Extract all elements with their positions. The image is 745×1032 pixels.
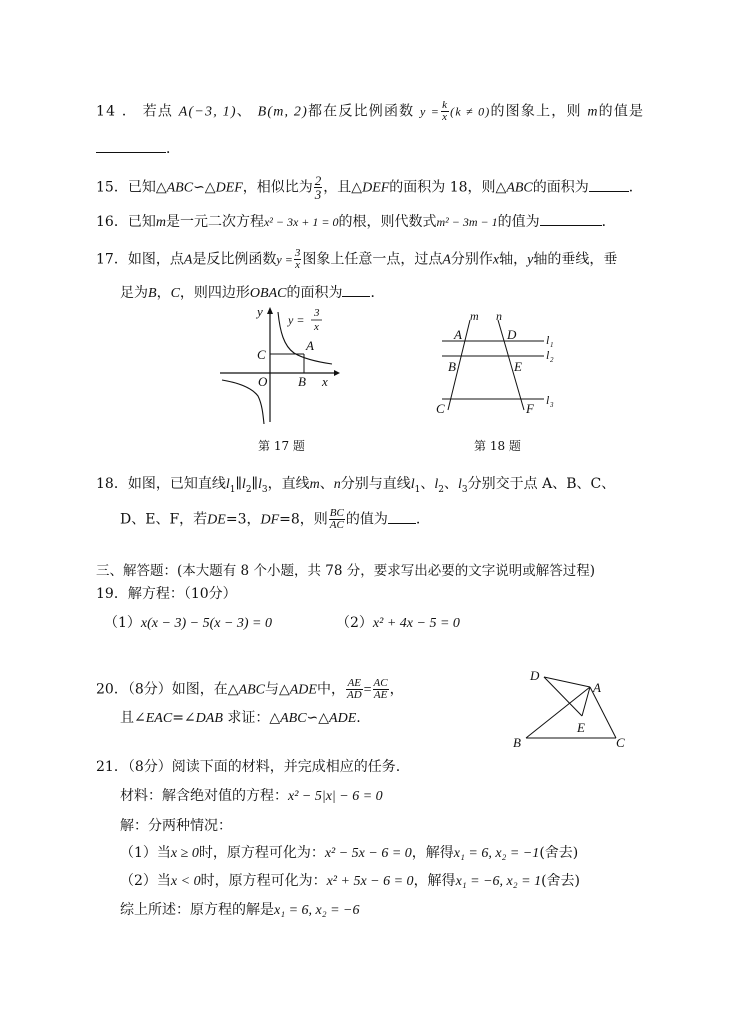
question-15: 15．已知△ABC∽△DEF，相似比为 $\frac{2}{3}$ ，且△DEF的面积为 18，则△ABC的面积为 ． — [96, 173, 643, 202]
point-a: A(−3, 1) — [178, 104, 237, 120]
q21-case-1: （1）当x ≥ 0时，原方程可化为：x² − 5x − 6 = 0，解得x₁ = 6, x₂ = −1(舍去) — [120, 845, 579, 861]
question-19-part-2: （2）x² + 4x − 5 = 0 — [336, 615, 460, 631]
label-l1: l — [546, 333, 550, 347]
label-b: B — [298, 374, 306, 389]
label-a: A — [454, 327, 462, 342]
fraction-2-3: $\frac{2}{3}$ — [314, 173, 322, 202]
q14-number: 14 — [96, 103, 117, 120]
question-19-title: 19．解方程：（10分） — [96, 586, 237, 602]
answer-blank-15[interactable] — [589, 177, 629, 192]
label-l3-sub: 3 — [550, 401, 554, 409]
q18-number: 18． — [96, 476, 128, 492]
answer-blank-14[interactable] — [96, 138, 166, 153]
q21-solution-intro: 解：分两种情况： — [120, 818, 232, 834]
figure-18-diagram — [432, 310, 562, 420]
q19-equation-2: x² + 4x − 5 = 0 — [372, 616, 460, 631]
label-c: C — [436, 401, 445, 416]
x-axis-arrow — [334, 370, 340, 376]
question-19-parts: （1）x(x − 3) − 5(x − 3) = 0 — [104, 615, 273, 631]
label-c: C — [616, 735, 625, 750]
y-axis-arrow — [267, 307, 273, 314]
segment-ae — [582, 687, 590, 716]
q21-case-2: （2）当x < 0时，原方程可化为：x² + 5x − 6 = 0，解得x₁ = −6, x₂ = 1(舍去) — [120, 873, 581, 889]
figure-17-caption: 第 17 题 — [258, 439, 305, 453]
question-20-line-2: 且∠EAC=∠DAB 求证：△ABC∽△ADE. — [120, 710, 361, 726]
label-l2-sub: 2 — [550, 356, 554, 364]
section-3-heading: 三、解答题：(本大题有 8 个小题，共 78 分，要求写出必要的文字说明或解答过程) — [96, 563, 595, 579]
q21-material-equation: x² − 5|x| − 6 = 0 — [288, 789, 383, 804]
q21-material: 材料：解含绝对值的方程：x² − 5|x| − 6 = 0 — [120, 788, 383, 804]
question-18-line-2: D、E、F，若DE=3，DF=8，则 $\frac{BC}{AC}$ 的值为 . — [120, 507, 421, 531]
fraction-ac-ae: $\frac{AC}{AE}$ — [373, 677, 388, 701]
segment-de — [544, 677, 582, 716]
label-y: y — [257, 304, 263, 319]
q21-summary: 综上所述：原方程的解是x₁ = 6, x₂ = −6 — [120, 902, 360, 918]
answer-blank-16[interactable] — [540, 211, 602, 226]
label-d: D — [507, 327, 517, 342]
segment-da — [544, 677, 590, 687]
q15-number: 15． — [96, 179, 128, 196]
hyperbola-branch-q1 — [278, 312, 332, 364]
question-14-line-2: ． — [96, 138, 180, 159]
question-18-line-1: 18．如图，已知直线$l_1\parallel l_2\parallel l_3$，直线m、n分别与直线$l_1$、$l_2$、$l_3$分别交于点 A、B、C、 — [96, 476, 616, 495]
label-l2: l — [546, 348, 550, 362]
question-21-title: 21．（8分）阅读下面的材料，并完成相应的任务. — [96, 759, 401, 775]
label-o: O — [258, 374, 268, 389]
fraction-3-over-x: $\frac{3}{x}$ — [294, 247, 301, 271]
question-14-line-1: 14 ． 若点 A(−3, 1)、 B(m, 2)都在反比例函数 y = $\frac{k}{x}$ (k ≠ 0)的图象上，则 m的值是 — [96, 99, 645, 123]
question-16: 16．已知m是一元二次方程x² − 3x + 1 = 0的根，则代数式m² − 3m − 1的值为 ． — [96, 211, 616, 233]
fraction-k-over-x: $\frac{k}{x}$ — [442, 99, 449, 123]
answer-blank-18[interactable] — [388, 509, 416, 524]
label-l3: l — [546, 393, 550, 407]
label-m: m — [470, 310, 479, 323]
label-c: C — [257, 347, 266, 362]
fn-label-lhs: y = — [288, 313, 305, 327]
q20-number: 20． — [96, 681, 128, 698]
label-x: x — [322, 374, 328, 389]
q19-equation-1: x(x − 3) − 5(x − 3) = 0 — [140, 616, 273, 631]
figure-18-caption: 第 18 题 — [474, 439, 521, 453]
figure-20-diagram — [510, 665, 640, 750]
label-l1-sub: 1 — [550, 341, 554, 349]
label-a: A — [593, 680, 601, 695]
label-e: E — [577, 720, 585, 735]
fn-label-den: x — [314, 321, 319, 333]
label-a: A — [306, 338, 314, 353]
fraction-ae-ad: $\frac{AE}{AD}$ — [346, 677, 362, 701]
answer-blank-17[interactable] — [342, 282, 370, 297]
label-n: n — [496, 310, 502, 323]
fraction-bc-ac: $\frac{BC}{AC}$ — [329, 507, 344, 531]
label-d: D — [530, 668, 540, 683]
label-b: B — [513, 735, 521, 750]
q17-number: 17． — [96, 251, 128, 268]
q14-sep: ． — [121, 103, 138, 120]
label-b: B — [448, 359, 456, 374]
fn-label-num: 3 — [314, 307, 320, 319]
point-b: B(m, 2) — [257, 104, 308, 120]
figure-17-diagram — [212, 304, 352, 434]
q16-number: 16． — [96, 214, 128, 230]
question-17-line-1: 17．如图，点A是反比例函数y = $\frac{3}{x}$ 图象上任意一点，过点A分别作x轴，y轴的垂线，垂 — [96, 247, 618, 271]
label-e: E — [514, 359, 522, 374]
question-20-line-1: 20．（8分）如图，在△ABC与△ADE中， $\frac{AE}{AD}$ = $\frac{AC}{AE}$ ， — [96, 677, 404, 701]
question-17-line-2: 足为B，C，则四边形OBAC的面积为 ． — [120, 282, 384, 304]
label-f: F — [526, 401, 534, 416]
